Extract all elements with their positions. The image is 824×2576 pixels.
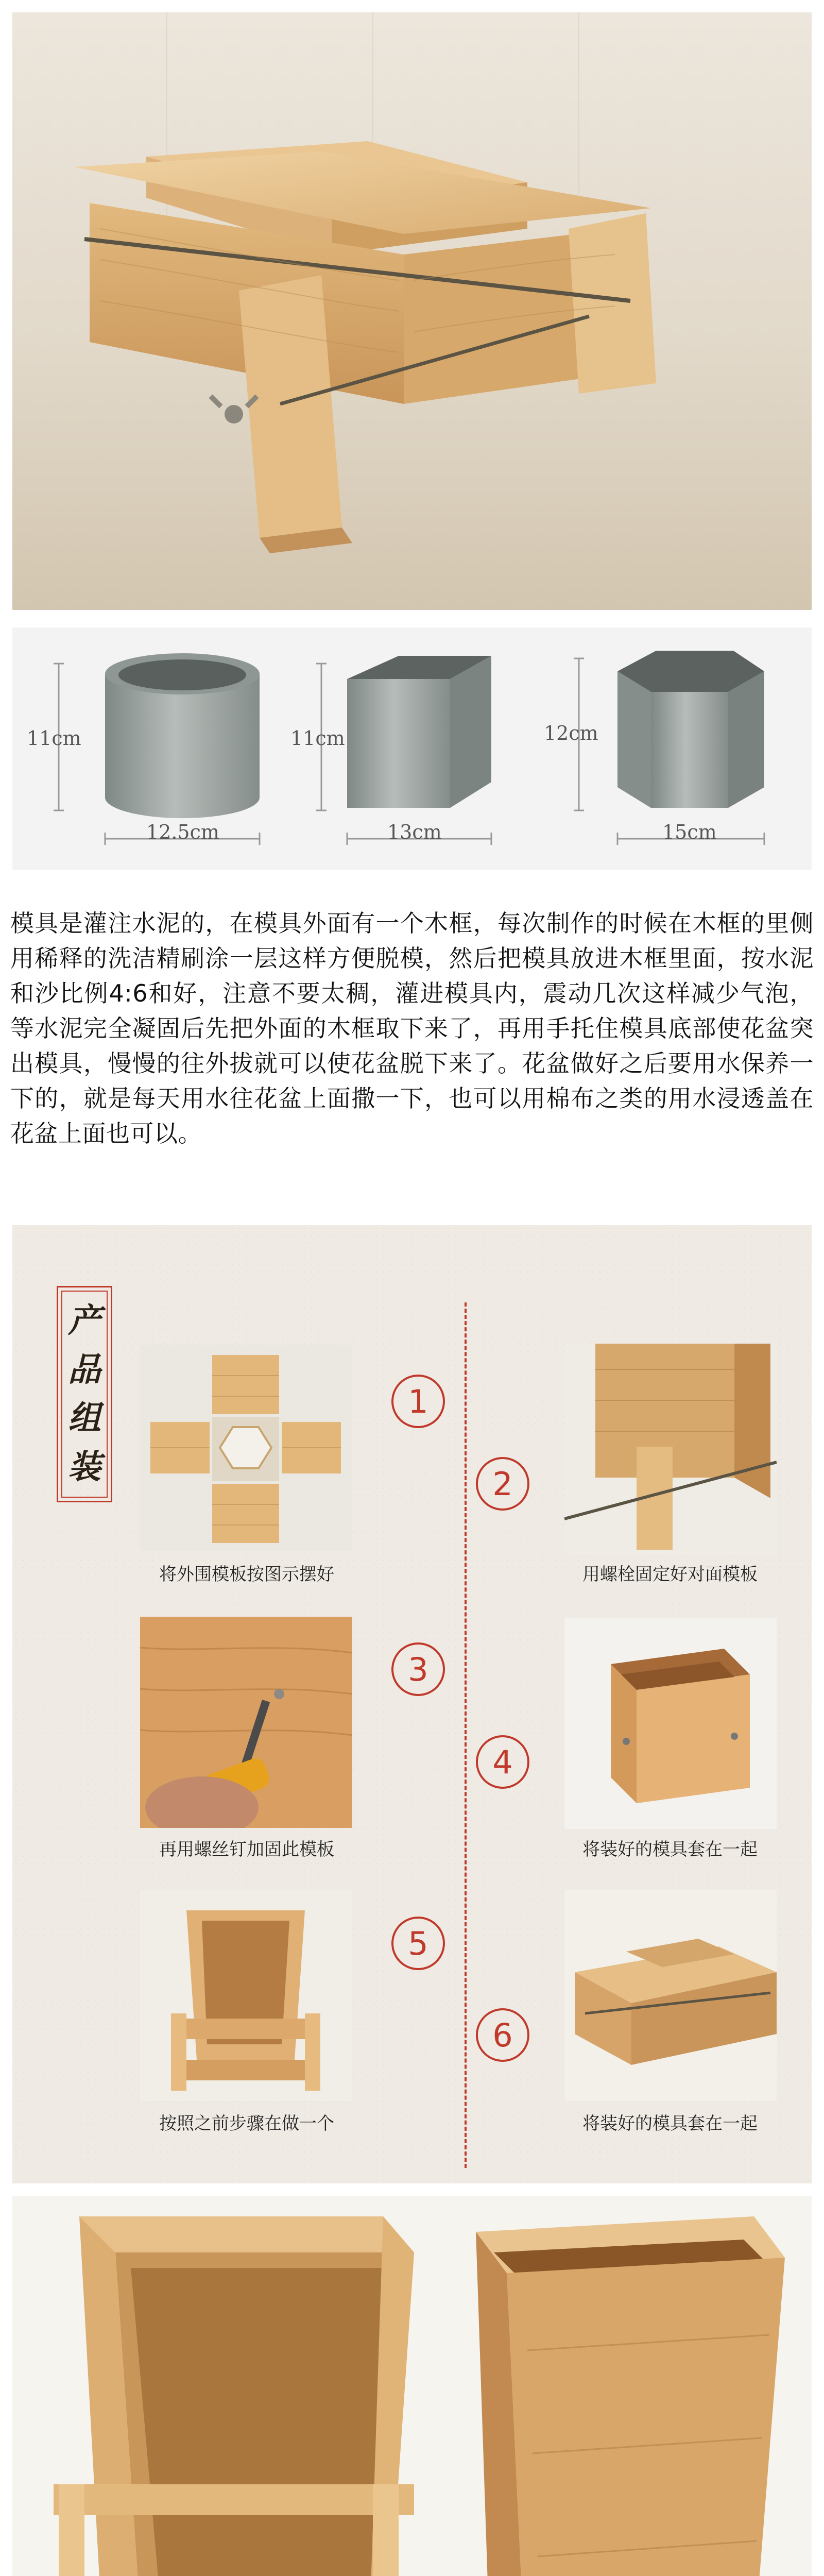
- step-4-photo: [564, 1618, 777, 1829]
- step-3-number: 3: [391, 1642, 445, 1696]
- hexagon-pot: [574, 651, 764, 845]
- square-width-label: 13cm: [387, 821, 442, 843]
- assembly-title: [57, 1286, 112, 1502]
- title-char: 组: [68, 1399, 101, 1438]
- hexagon-width-label: 15cm: [662, 821, 717, 843]
- step-1-number: 1: [391, 1375, 445, 1428]
- cylinder-width-label: 12.5cm: [146, 821, 219, 843]
- instructions-paragraph: 模具是灌注水泥的，在模具外面有一个木框，每次制作的时候在木框的里侧用稀释的洗洁精刷涂一层这样方便脱模，然后把模具放进木框里面，按水泥和沙比例4:6和好，注意不要太稠，灌进模具内，震动几次这样减少气泡，等水泥完全凝固后先把外面的木框取下来了，再用手托住模具底部使花盆突出模具，慢慢的往外拔就可以使花盆脱下来了。花盆做好之后要用水保养一下的，就是每天用水往花盆上面撒一下，也可以用棉布之类的用水浸透盖在花盆上面也可以。: [10, 909, 814, 1147]
- step-5-caption: 按照之前步骤在做一个: [159, 2113, 334, 2134]
- step-1-caption: 将外围模板按图示摆好: [159, 1564, 334, 1585]
- square-pot: [316, 656, 491, 845]
- hexagon-height-label: 12cm: [544, 722, 598, 744]
- step-6-number: 6: [476, 2008, 529, 2062]
- cylinder-pot: [54, 653, 260, 845]
- step-5-photo: [140, 1890, 352, 2101]
- step-4-caption: 将装好的模具套在一起: [582, 1839, 758, 1860]
- step-3-photo: [140, 1617, 352, 1828]
- divider-dashed-line: [465, 1302, 467, 2168]
- step-1-photo: [140, 1345, 352, 1551]
- step-6-caption: 将装好的模具套在一起: [582, 2113, 758, 2134]
- step-3-caption: 再用螺丝钉加固此模板: [159, 1839, 334, 1860]
- square-height-label: 11cm: [290, 727, 345, 750]
- assembled-wooden-molds-photo: [12, 2196, 812, 2576]
- step-2-photo: [564, 1344, 777, 1555]
- title-char: 产: [68, 1301, 101, 1341]
- wooden-mold-photo: [12, 12, 812, 610]
- step-5-number: 5: [391, 1917, 445, 1970]
- step-2-caption: 用螺栓固定好对面模板: [582, 1564, 758, 1585]
- title-char: 装: [68, 1447, 101, 1486]
- cylinder-height-label: 11cm: [27, 727, 81, 750]
- step-6-photo: [564, 1890, 777, 2101]
- title-char: 品: [68, 1350, 101, 1389]
- assembly-instructions: [12, 1225, 812, 2183]
- step-2-number: 2: [476, 1457, 529, 1511]
- product-size-diagram: [12, 628, 812, 870]
- step-4-number: 4: [476, 1735, 529, 1789]
